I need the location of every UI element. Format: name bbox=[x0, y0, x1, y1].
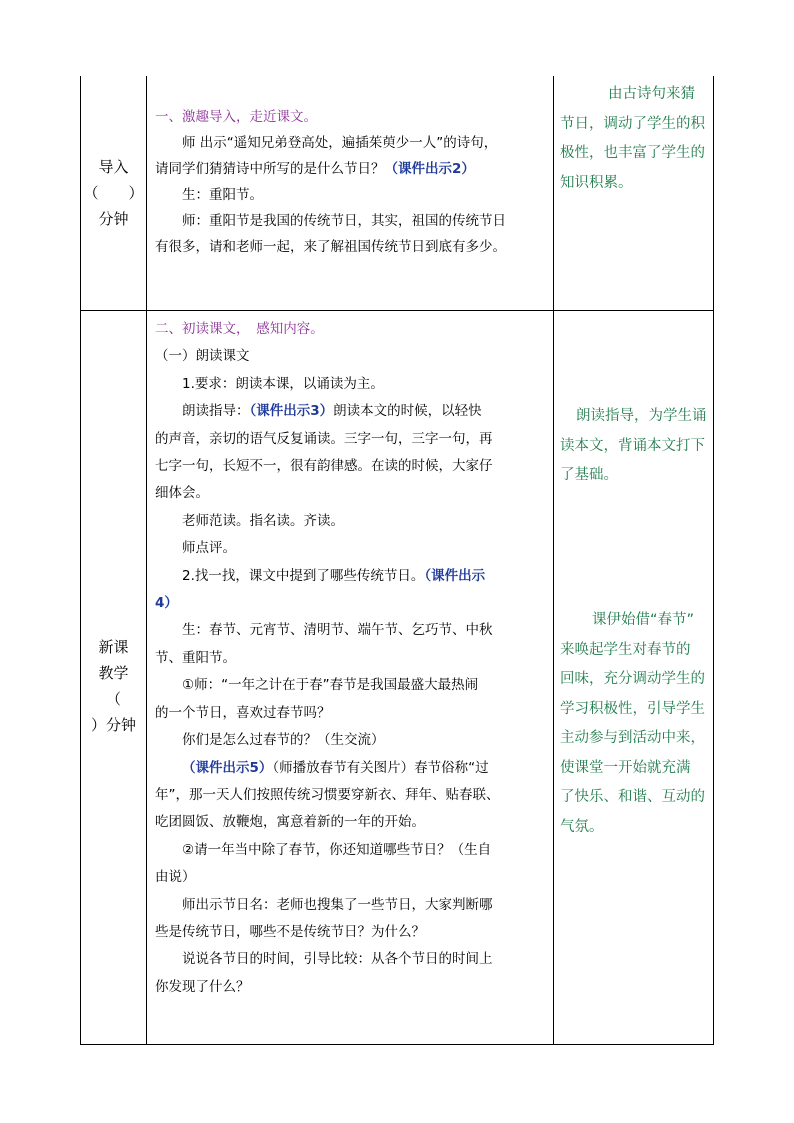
section-title: 二、初读课文， 感知内容。 bbox=[155, 321, 324, 337]
text-run: 七字一句，长短不一，很有韵律感。在读的时候，大家仔 bbox=[155, 458, 493, 475]
text-run: 些是传统节日，哪些不是传统节日？为什么？ bbox=[155, 923, 425, 940]
content-line bbox=[155, 563, 553, 590]
text-run: 2.找一找，课文中提到了哪些传统节日。 bbox=[182, 567, 425, 584]
content-line bbox=[155, 398, 553, 425]
text-run: 1.要求：朗读本课，以诵读为主。 bbox=[182, 375, 384, 392]
table-divider-notes bbox=[553, 76, 554, 1045]
content-line bbox=[155, 535, 553, 562]
note-cell-intro bbox=[560, 80, 713, 198]
text-run: 你发现了什么？ bbox=[155, 978, 250, 995]
note-line: 朗读指导，为学生诵 bbox=[576, 408, 707, 424]
content-line bbox=[155, 480, 553, 507]
stage-label: 新课 bbox=[98, 638, 129, 656]
stage-cell-new-lesson bbox=[81, 634, 146, 738]
table-divider-stage bbox=[146, 76, 147, 1045]
content-line bbox=[155, 809, 553, 836]
text-run: 师：重阳节是我国的传统节日，其实，祖国的传统节日 bbox=[182, 213, 506, 229]
content-line bbox=[155, 672, 553, 699]
content-line bbox=[155, 727, 553, 754]
content-line bbox=[155, 208, 553, 234]
note-cell-reading-guide bbox=[560, 402, 713, 491]
text-run: 说说各节日的时间，引导比较：从各个节日的时间上 bbox=[182, 951, 493, 968]
section-title: 一、激趣导入，走近课文。 bbox=[155, 109, 317, 125]
content-line bbox=[155, 590, 553, 617]
text-run: 请同学们猜猜诗中所写的是什么节日？ bbox=[155, 161, 385, 177]
stage-cell-intro bbox=[81, 154, 146, 232]
text-run: 生：重阳节。 bbox=[182, 187, 263, 203]
stage-label: 导入 bbox=[98, 158, 129, 176]
note-line: 回味，充分调动学生的 bbox=[560, 671, 705, 687]
text-run: 老师范读。指名读。齐读。 bbox=[182, 512, 344, 529]
courseware-ref: （课件出示5） bbox=[182, 759, 273, 776]
content-line bbox=[155, 892, 553, 919]
note-line: 读本文，背诵本文打下 bbox=[560, 437, 705, 454]
table-row-divider bbox=[80, 310, 714, 311]
note-line: 使课堂一开始就充满 bbox=[560, 759, 691, 776]
table-border-right bbox=[713, 76, 714, 1045]
text-run: 的一个节日，喜欢过春节吗？ bbox=[155, 704, 331, 721]
content-lines bbox=[155, 343, 553, 1001]
note-line: 极性，也丰富了学生的 bbox=[560, 145, 705, 161]
stage-label: （ ） bbox=[83, 184, 144, 202]
text-run: 你们是怎么过春节的？（生交流） bbox=[182, 732, 385, 749]
text-run: 吃团圆饭、放鞭炮，寓意着新的一年的开始。 bbox=[155, 814, 425, 831]
text-run: ②请一年当中除了春节，你还知道哪些节日？（生自 bbox=[182, 841, 492, 858]
text-run: （一）朗读课文 bbox=[155, 348, 250, 365]
content-line bbox=[155, 782, 553, 809]
content-line bbox=[155, 156, 553, 182]
content-line bbox=[155, 234, 553, 260]
note-line: 了基础。 bbox=[560, 467, 618, 483]
content-line bbox=[155, 453, 553, 480]
note-line: 由古诗句来猜 bbox=[608, 86, 695, 102]
content-line bbox=[155, 508, 553, 535]
text-run: 节、重阳节。 bbox=[155, 649, 236, 666]
note-line: 来唤起学生对春节的 bbox=[560, 641, 691, 658]
courseware-ref: （课件出示2） bbox=[384, 161, 475, 177]
text-run: （师播放春节有关图片）春节俗称“过 bbox=[272, 759, 489, 776]
note-line: 主动参与到活动中来， bbox=[560, 730, 705, 746]
content-line bbox=[155, 130, 553, 156]
content-line bbox=[155, 426, 553, 453]
text-run: 朗读本文的时候，以轻快 bbox=[333, 403, 482, 420]
note-cell-spring-festival bbox=[560, 606, 713, 842]
content-line bbox=[155, 371, 553, 398]
stage-label: 分钟 bbox=[98, 210, 129, 228]
note-line: 气氛。 bbox=[560, 818, 604, 835]
content-line bbox=[155, 617, 553, 644]
content-cell-intro bbox=[155, 104, 553, 260]
note-line: 学习积极性，引导学生 bbox=[560, 700, 705, 717]
text-run: 由说） bbox=[155, 869, 196, 886]
content-line bbox=[155, 755, 553, 782]
text-run: 师点评。 bbox=[182, 540, 236, 557]
note-line: 课伊始借“春节” bbox=[592, 612, 695, 628]
text-run: 年”，那一天人们按照传统习惯要穿新衣、拜年、贴春联、 bbox=[155, 786, 500, 803]
courseware-ref: （课件出示 bbox=[424, 567, 486, 584]
text-run: 的声音，亲切的语气反复诵读。三字一句，三字一句，再 bbox=[155, 430, 493, 447]
content-line bbox=[155, 864, 553, 891]
text-run: 有很多，请和老师一起，来了解祖国传统节日到底有多少。 bbox=[155, 239, 506, 255]
table-border-bottom bbox=[80, 1044, 714, 1045]
content-line bbox=[155, 974, 553, 1001]
content-line bbox=[155, 182, 553, 208]
stage-label: （ bbox=[105, 690, 121, 708]
text-run: 生：春节、元宵节、清明节、端午节、乞巧节、中秋 bbox=[182, 622, 493, 639]
content-cell-new-lesson bbox=[155, 316, 553, 1001]
stage-label: 教学 bbox=[98, 664, 129, 682]
text-run: 师出示节日名：老师也搜集了一些节日，大家判断哪 bbox=[182, 896, 493, 913]
content-line bbox=[155, 837, 553, 864]
content-line bbox=[155, 700, 553, 727]
courseware-ref: 4） bbox=[155, 595, 178, 612]
courseware-ref: （课件出示3） bbox=[249, 403, 334, 420]
note-line: 节日，调动了学生的积 bbox=[560, 115, 705, 132]
content-line bbox=[155, 645, 553, 672]
note-line: 知识积累。 bbox=[560, 174, 633, 191]
text-run: 朗读指导： bbox=[182, 403, 250, 420]
content-line bbox=[155, 919, 553, 946]
content-lines bbox=[155, 130, 553, 260]
text-run: 细体会。 bbox=[155, 485, 209, 502]
text-run: 师 出示“遥知兄弟登高处，遍插茱萸少一人”的诗句， bbox=[182, 135, 498, 151]
text-run: ①师：“一年之计在于春”春节是我国最盛大最热闹 bbox=[182, 677, 479, 694]
content-line bbox=[155, 946, 553, 973]
stage-label: ）分钟 bbox=[90, 716, 136, 734]
content-line bbox=[155, 343, 553, 370]
note-line: 了快乐、和谐、互动的 bbox=[560, 789, 705, 805]
